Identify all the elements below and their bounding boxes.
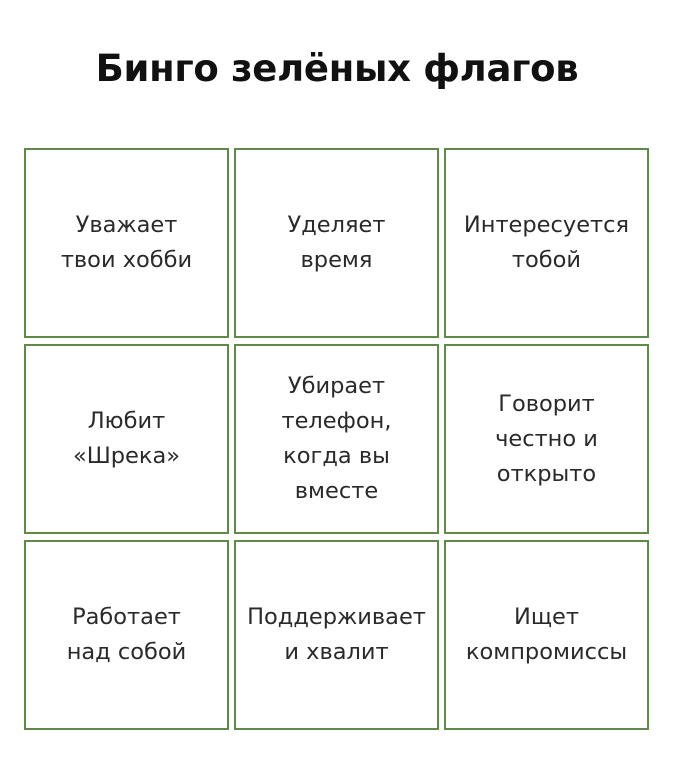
- bingo-cell[interactable]: [24, 540, 229, 730]
- bingo-cell-label: Уважает твои хобби: [60, 212, 193, 273]
- bingo-cell[interactable]: [234, 344, 439, 534]
- bingo-cell[interactable]: [444, 148, 649, 338]
- bingo-cell[interactable]: [24, 148, 229, 338]
- bingo-cell[interactable]: [234, 540, 439, 730]
- bingo-cell-label: Интересуется тобой: [463, 212, 630, 273]
- bingo-grid: [24, 148, 650, 730]
- bingo-cell-label: Любит «Шрека»: [72, 408, 181, 469]
- bingo-cell-label: Убирает телефон, когда вы вместе: [281, 373, 392, 504]
- bingo-cell[interactable]: [444, 540, 649, 730]
- page-title: Бинго зелёных флагов: [95, 47, 579, 90]
- bingo-cell[interactable]: [234, 148, 439, 338]
- bingo-cell-label: Говорит честно и открыто: [495, 390, 598, 487]
- bingo-cell[interactable]: [24, 344, 229, 534]
- bingo-cell[interactable]: [444, 344, 649, 534]
- bingo-cell-label: Ищет компромиссы: [465, 604, 628, 665]
- bingo-cell-label: Уделяет время: [287, 212, 386, 273]
- bingo-cell-label: Работает над собой: [66, 604, 187, 665]
- bingo-cell-label: Поддерживает и хвалит: [247, 604, 426, 665]
